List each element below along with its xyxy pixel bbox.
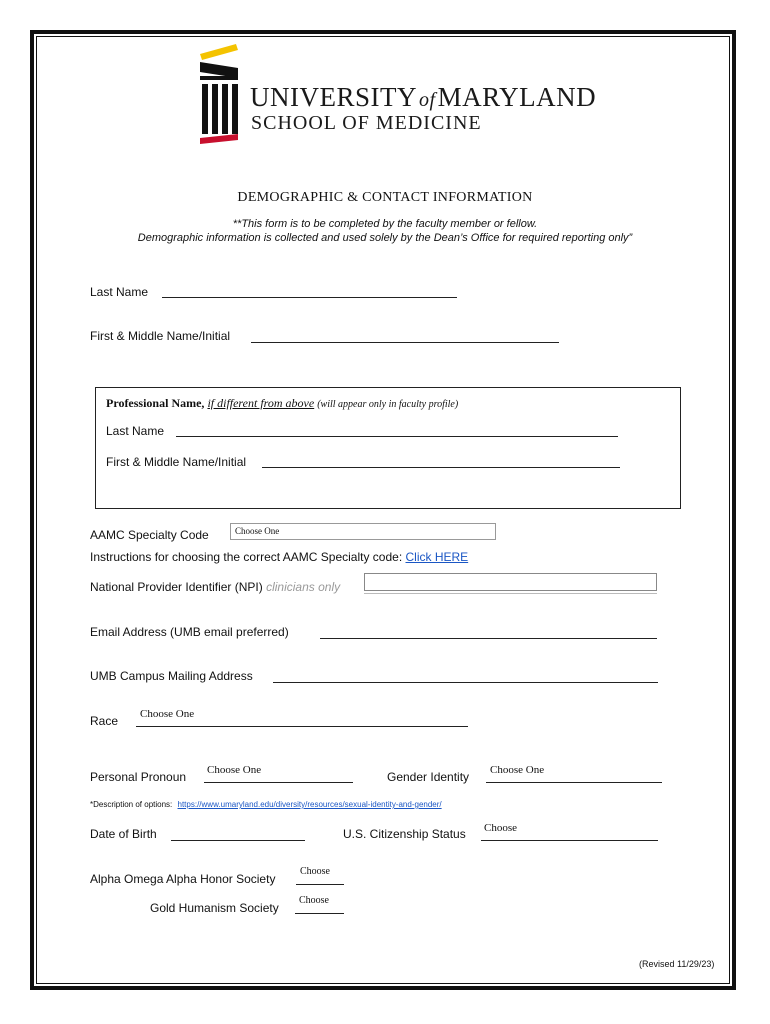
mailing-field[interactable] <box>273 682 658 683</box>
logo-university-line <box>250 82 596 113</box>
prof-last-name-field[interactable] <box>176 436 618 437</box>
pronoun-dropdown[interactable] <box>204 764 353 783</box>
gender-value: Choose One <box>490 764 545 776</box>
gender-dropdown[interactable] <box>486 764 662 783</box>
npi-underline <box>364 593 657 594</box>
npi-field[interactable] <box>364 573 657 591</box>
options-link[interactable]: https://www.umaryland.edu/diversity/resources/sexual-identity-and-gender/ <box>177 800 442 809</box>
dob-label: Date of Birth <box>90 827 157 841</box>
email-field[interactable] <box>320 638 657 639</box>
form-title: DEMOGRAPHIC & CONTACT INFORMATION <box>237 190 533 205</box>
professional-heading <box>106 396 458 411</box>
pillar-logo-icon <box>198 44 242 148</box>
prof-last-name-label: Last Name <box>106 424 165 438</box>
gold-label: Gold Humanism Society <box>150 901 279 915</box>
aoa-value: Choose <box>300 866 330 877</box>
npi-qualifier: clinicians only <box>266 580 341 594</box>
email-label: Email Address (UMB email preferred) <box>90 625 289 639</box>
aamc-instructions-text: Instructions for choosing the correct AAMC Specialty code: <box>90 550 403 564</box>
university-logo <box>198 44 598 148</box>
aamc-instructions <box>90 550 468 564</box>
pronoun-label: Personal Pronoun <box>90 770 187 784</box>
mailing-label: UMB Campus Mailing Address <box>90 669 253 683</box>
aamc-click-here-link[interactable]: Click HERE <box>405 550 469 564</box>
logo-of: of <box>419 89 436 111</box>
last-name-label: Last Name <box>90 285 149 299</box>
profile-note-text: (will appear only in faculty profile) <box>317 399 459 410</box>
inner-border <box>36 36 730 984</box>
first-middle-label: First & Middle Name/Initial <box>90 329 231 343</box>
aoa-dropdown[interactable] <box>296 866 344 885</box>
npi-label <box>90 580 340 594</box>
citizenship-value: Choose <box>484 822 517 834</box>
dob-field[interactable] <box>171 840 305 841</box>
logo-maryland: MARYLAND <box>437 82 597 112</box>
citizenship-label: U.S. Citizenship Status <box>343 827 466 841</box>
options-note-text: *Description of options: <box>90 800 173 809</box>
form-note-line1: **This form is to be completed by the faculty member or fellow. <box>232 218 538 230</box>
revised-date: (Revised 11/29/23) <box>639 959 715 969</box>
gold-dropdown[interactable] <box>295 895 344 914</box>
aamc-dropdown[interactable] <box>230 523 496 540</box>
race-value: Choose One <box>140 708 195 720</box>
gender-label: Gender Identity <box>387 770 470 784</box>
race-label: Race <box>90 714 119 728</box>
options-note <box>90 800 442 809</box>
gold-value: Choose <box>299 895 329 906</box>
professional-heading-text: Professional Name, <box>106 396 205 410</box>
prof-first-middle-field[interactable] <box>262 467 620 468</box>
race-dropdown[interactable] <box>136 708 468 727</box>
aamc-label: AAMC Specialty Code <box>90 528 209 542</box>
prof-first-middle-label: First & Middle Name/Initial <box>106 455 247 469</box>
aamc-value: Choose One <box>235 526 280 536</box>
citizenship-dropdown[interactable] <box>481 822 658 841</box>
aoa-label: Alpha Omega Alpha Honor Society <box>90 872 276 886</box>
logo-school-line: SCHOOL OF MEDICINE <box>251 112 482 134</box>
last-name-field[interactable] <box>162 297 457 298</box>
npi-label-text: National Provider Identifier (NPI) <box>90 580 263 594</box>
if-different-text: if different from above <box>207 396 315 410</box>
pronoun-value: Choose One <box>207 764 262 776</box>
first-middle-field[interactable] <box>251 342 559 343</box>
form-note-line2: Demographic information is collected and used solely by the Dean’s Office for required reporting only” <box>137 232 633 244</box>
logo-university: UNIVERSITY <box>250 82 417 112</box>
